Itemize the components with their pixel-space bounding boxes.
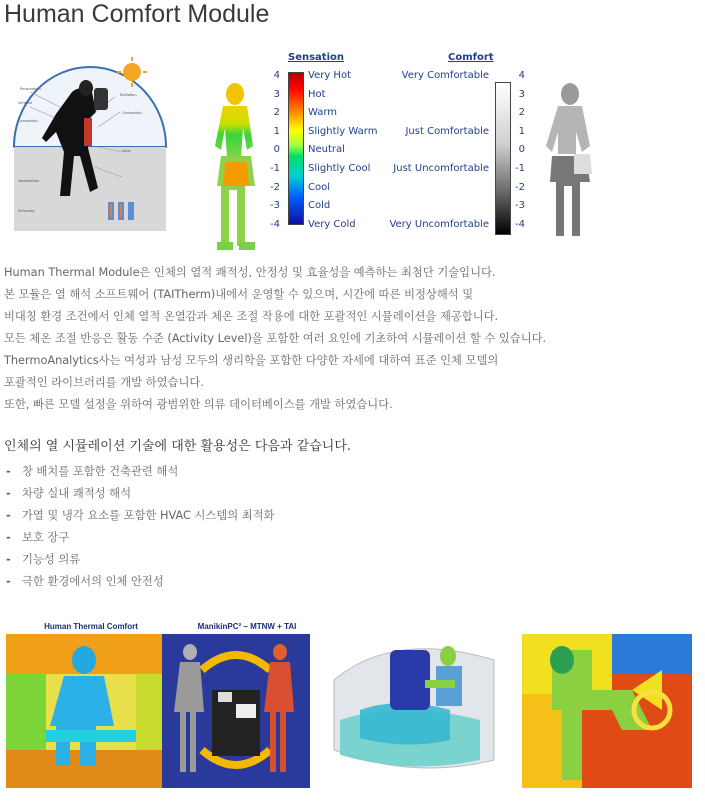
scale-label: Neutral [308, 144, 345, 156]
list-item [6, 483, 275, 505]
comfort-heading: Comfort [448, 52, 494, 63]
thermal-comfort-figure [10, 52, 530, 237]
scale-label: Slightly Warm [308, 125, 378, 137]
scale-value: 0 [518, 144, 525, 156]
svg-text:Shivering: Shivering [18, 209, 35, 213]
module-description [4, 262, 694, 416]
scale-value: -2 [270, 181, 280, 193]
scale-label: Hot [308, 88, 326, 100]
scale-value: -3 [515, 200, 525, 212]
svg-text:Convection: Convection [18, 119, 38, 123]
bullet-dash: - [6, 509, 11, 522]
scale-label: Cold [308, 200, 331, 212]
scale-label: Very Uncomfortable [389, 218, 489, 230]
bullet-dash: - [6, 465, 11, 478]
svg-text:Radiation: Radiation [120, 93, 137, 97]
list-item [6, 461, 275, 483]
scale-label: Just Comfortable [405, 125, 489, 137]
scale-label: Just Uncomfortable [393, 163, 489, 174]
list-item [6, 505, 275, 527]
sensation-heading: Sensation [288, 52, 345, 63]
scale-value: 2 [273, 107, 280, 119]
scale-value: -1 [515, 163, 525, 174]
scale-label: Very Comfortable [401, 70, 489, 81]
list-item-text: 가열 및 냉각 요소를 포함한 HVAC 시스템의 최적화 [22, 509, 275, 522]
thumbnail-caption: ManikinPC² – MTNW + TAI [197, 622, 297, 631]
description-line: ThermoAnalytics사는 여성과 남성 모두의 생리학을 포함한 다양한 자세에 대하여 표준 인체 모델의 [4, 354, 499, 367]
comfort-grey-figure [530, 80, 600, 240]
scale-value: -4 [515, 218, 525, 230]
bullet-dash: - [6, 575, 11, 588]
svg-text:Vasodilation: Vasodilation [18, 179, 40, 183]
scale-value: 2 [518, 107, 525, 119]
scale-value: 1 [273, 125, 280, 137]
sensation-heatmap-figure [195, 82, 275, 272]
scale-value: 0 [273, 144, 280, 156]
scale-value: -3 [270, 200, 280, 212]
sensation-scale [270, 52, 398, 237]
list-item-text: 창 배치를 포함한 건축관련 해석 [22, 465, 179, 478]
vehicle-cabin-render [330, 620, 500, 788]
scale-label: Slightly Cool [308, 163, 371, 174]
thumbnail-vehicle-cabin [330, 620, 500, 788]
uses-heading: 인체의 열 시뮬레이션 기술에 대한 활용성은 다음과 같습니다. [4, 439, 352, 454]
scale-label: Very Cold [308, 218, 356, 230]
description-line: Human Thermal Module은 인체의 열적 쾌적성, 안정성 및 효율성을 예측하는 최첨단 기술입니다. [4, 266, 496, 279]
list-item-text: 보호 장구 [22, 531, 70, 544]
comfort-greybar [495, 82, 511, 235]
svg-text:Infrared: Infrared [18, 101, 32, 105]
thumbnail-driver-heatmap [522, 620, 692, 788]
list-item-text: 차량 실내 쾌적성 해석 [22, 487, 131, 500]
thermal-comfort-render [6, 620, 176, 788]
scale-label: Cool [308, 181, 330, 193]
scale-value: 4 [273, 70, 280, 81]
list-item [6, 549, 275, 571]
svg-text:Solar: Solar [122, 149, 131, 153]
description-line: 본 모듈은 열 해석 소프트웨어 (TAITherm)내에서 운영할 수 있으며, 시간에 따른 비정상해석 및 [4, 288, 474, 301]
list-item-text: 극한 환경에서의 인체 안전성 [22, 575, 164, 588]
list-item-text: 기능성 의류 [22, 553, 81, 566]
scale-label: Very Hot [308, 70, 351, 81]
list-item [6, 527, 275, 549]
scale-label: Warm [308, 107, 338, 119]
description-line: 비대칭 환경 조건에서 인체 열적 온열감과 체온 조절 작용에 대한 포괄적인 시뮬레이션을 제공합니다. [4, 310, 499, 323]
svg-text:Perspiration: Perspiration [20, 87, 41, 91]
page-title: Human Comfort Module [4, 0, 270, 28]
thumbnail-caption: Human Thermal Comfort [44, 622, 138, 631]
description-line: 포괄적인 라이브러리를 개발 하였습니다. [4, 376, 204, 389]
description-line: 모든 체온 조절 반응은 활동 수준 (Activity Level)을 포함한 여러 요인에 기초하여 시뮬레이션 할 수 있습니다. [4, 332, 547, 345]
bullet-dash: - [6, 487, 11, 500]
scale-value: 4 [518, 70, 525, 81]
scale-value: -4 [270, 218, 280, 230]
description-line: 또한, 빠른 모델 설정을 위하여 광범위한 의류 데이터베이스를 개발 하였습니다. [4, 398, 393, 411]
sensation-colorbar [288, 72, 304, 225]
comfort-scale [389, 52, 530, 237]
scale-value: -2 [515, 181, 525, 193]
thumbnail-manikin [162, 620, 332, 788]
heat-exchange-diagram [10, 52, 170, 234]
scale-value: 3 [273, 88, 280, 100]
bullet-dash: - [6, 553, 11, 566]
scale-value: 1 [518, 125, 525, 137]
manikin-render [162, 620, 310, 788]
uses-list [6, 461, 275, 593]
bullet-dash: - [6, 531, 11, 544]
scale-value: -1 [270, 163, 280, 174]
thumbnail-human-thermal-comfort [6, 620, 176, 788]
svg-text:Convection: Convection [122, 111, 142, 115]
scale-value: 3 [518, 88, 525, 100]
driver-heatmap-render [522, 620, 692, 788]
list-item [6, 571, 275, 593]
